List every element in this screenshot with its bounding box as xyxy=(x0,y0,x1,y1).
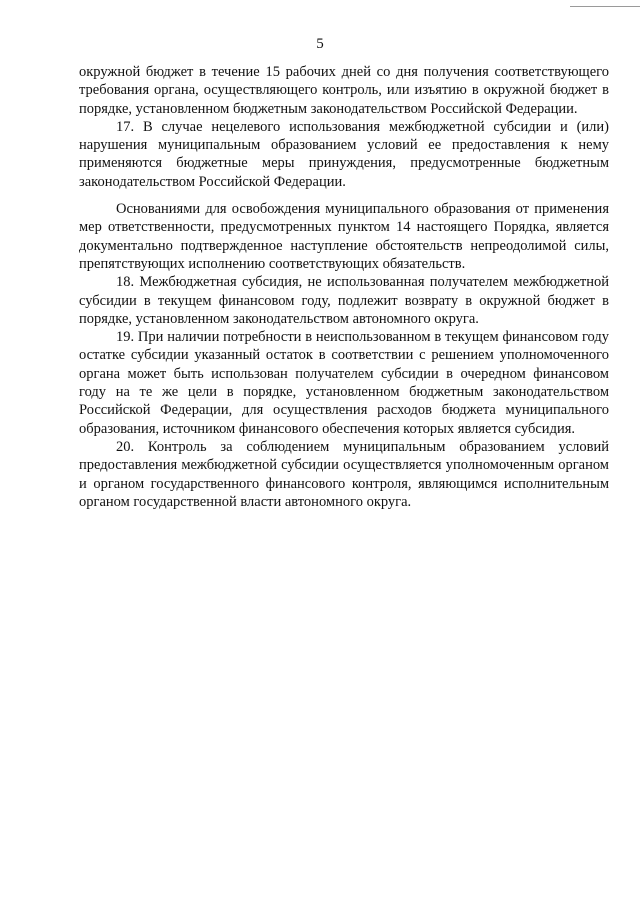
paragraph-item-19: 19. При наличии потребности в неиспользованном в текущем финансовом году остатке субсидии указанный остаток в соответствии с решением уполномоченного органа может быть использован получателем субсидии в очередном финансовом году на те же цели в порядке, установленном бюджетным законодательством Российской Федерации, для осуществления расходов бюджета муниципального образования, источником финансового обеспечения которых является субсидия. xyxy=(79,329,609,437)
paragraph-grounds: Основаниями для освобождения муниципального образования от применения мер ответственности, предусмотренных пунктом 14 настоящего Порядка, является документально подтвержденное наступление обстоятельств непреодолимой силы, препятствующих исполнению соответствующих обязательств. xyxy=(79,201,609,272)
top-edge-rule xyxy=(570,6,640,7)
document-body xyxy=(79,63,609,511)
paragraph-item-20: 20. Контроль за соблюдением муниципальным образованием условий предоставления межбюджетной субсидии осуществляется уполномоченным органом и органом государственного финансового контроля, являющимся исполнительным органом государственной власти автономного округа. xyxy=(79,438,609,510)
paragraph-continuation: окружной бюджет в течение 15 рабочих дней со дня получения соответствующего требования органа, осуществляющего контроль, или изъятию в окружной бюджет в порядке, установленном бюджетным законодательством Российской Федерации. xyxy=(79,64,609,117)
paragraph-item-18: 18. Межбюджетная субсидия, не использованная получателем межбюджетной субсидии в текущем финансовом году, подлежит возврату в окружной бюджет в порядке, установленном законодательством автономного округа. xyxy=(79,274,609,327)
page-number: 5 xyxy=(316,36,324,52)
paragraph-item-17: 17. В случае нецелевого использования межбюджетной субсидии и (или) нарушения муниципальным образованием условий ее предоставления к нему применяются бюджетные меры принуждения, предусмотренные бюджетным законодательством Российской Федерации. xyxy=(79,118,609,190)
